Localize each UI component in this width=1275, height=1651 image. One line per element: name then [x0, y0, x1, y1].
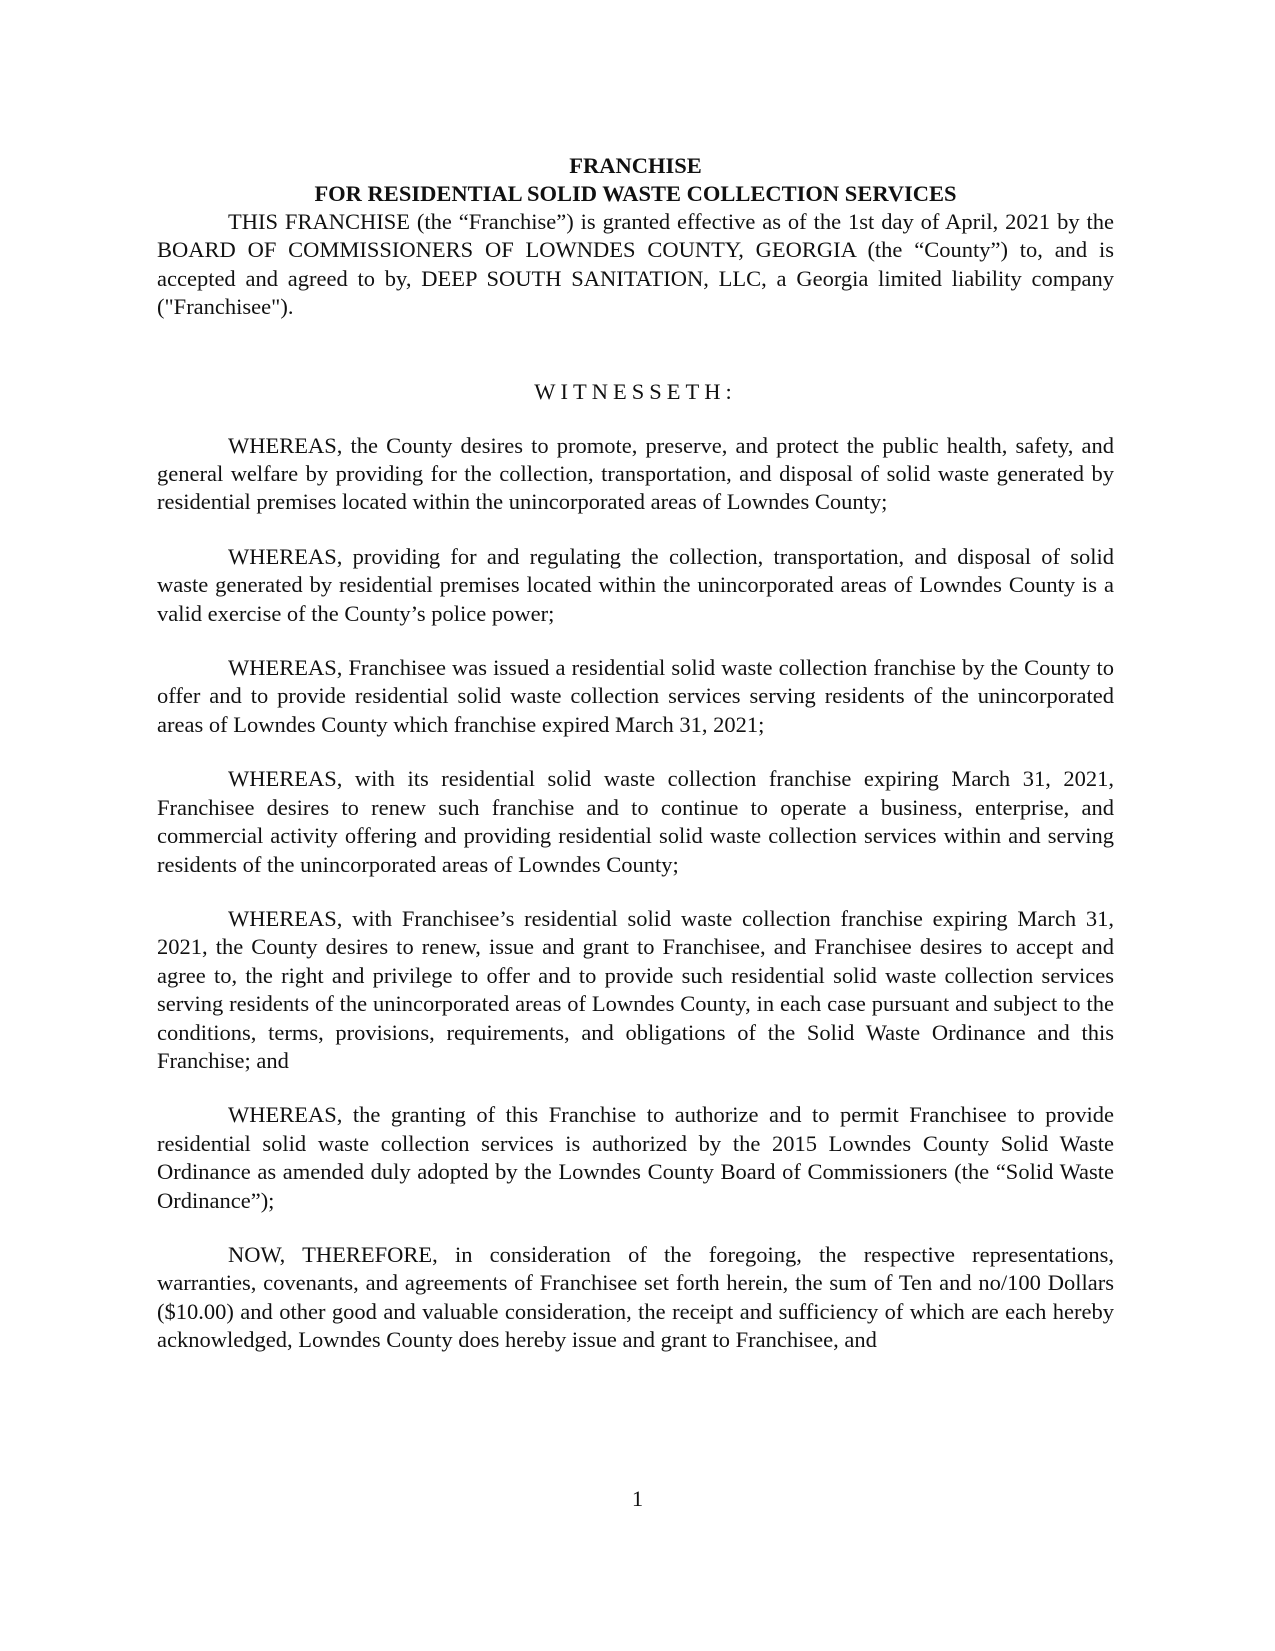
now-therefore-paragraph: NOW, THEREFORE, in consideration of the foregoing, the respective representations, warranties, covenants, and agreements of Franchisee set forth herein, the sum of Ten and no/100 Dollars ($10.00) and other good and valuable consideration, the receipt and sufficiency of which are each hereby acknowledged, Lowndes County does hereby issue and grant to Franchisee, and: [157, 1241, 1114, 1353]
intro-paragraph: THIS FRANCHISE (the “Franchise”) is granted effective as of the 1st day of April, 2021 by the BOARD OF COMMISSIONERS OF LOWNDES COUNTY, GEORGIA (the “County”) to, and is accepted and agreed to by, DEEP SOUTH SANITATION, LLC, a Georgia limited liability company ("Franchisee").: [157, 209, 1114, 320]
whereas-paragraph-6: WHEREAS, the granting of this Franchise to authorize and to permit Franchisee to provide residential solid waste collection services is authorized by the 2015 Lowndes County Solid Waste Ordinance as amended duly adopted by the Lowndes County Board of Commissioners (the “Solid Waste Ordinance”);: [157, 1102, 1114, 1213]
title-line-2: FOR RESIDENTIAL SOLID WASTE COLLECTION SERVICES: [314, 181, 957, 206]
witnesseth-heading: WITNESSETH:: [534, 378, 737, 404]
whereas-paragraph-3: WHEREAS, Franchisee was issued a residential solid waste collection franchise by the County to offer and to provide residential solid waste collection services serving residents of the unincorporated areas of Lowndes County which franchise expired March 31, 2021;: [157, 655, 1114, 737]
title-line-1: FRANCHISE: [569, 153, 702, 178]
page-number: 1: [631, 1486, 644, 1511]
whereas-paragraph-2: WHEREAS, providing for and regulating the collection, transportation, and disposal of solid waste generated by residential premises located within the unincorporated areas of Lowndes County is a valid exercise of the County’s police power;: [157, 543, 1114, 626]
whereas-paragraph-4: WHEREAS, with its residential solid waste collection franchise expiring March 31, 2021, Franchisee desires to renew such franchise and to continue to operate a business, enterprise, and commercial activity offering and providing residential solid waste collection services within and serving residents of the unincorporated areas of Lowndes County;: [157, 766, 1114, 877]
whereas-paragraph-5: WHEREAS, with Franchisee’s residential solid waste collection franchise expiring March 31, 2021, the County desires to renew, issue and grant to Franchisee, and Franchisee desires to accept and agree to, the right and privilege to offer and to provide such residential solid waste collection services serving residents of the unincorporated areas of Lowndes County, in each case pursuant and subject to the conditions, terms, provisions, requirements, and obligations of the Solid Waste Ordinance and this Franchise; and: [157, 905, 1114, 1073]
whereas-paragraph-1: WHEREAS, the County desires to promote, preserve, and protect the public health, safety, and general welfare by providing for the collection, transportation, and disposal of solid waste generated by residential premises located within the unincorporated areas of Lowndes County;: [157, 432, 1114, 515]
document-body: [157, 152, 1114, 1381]
